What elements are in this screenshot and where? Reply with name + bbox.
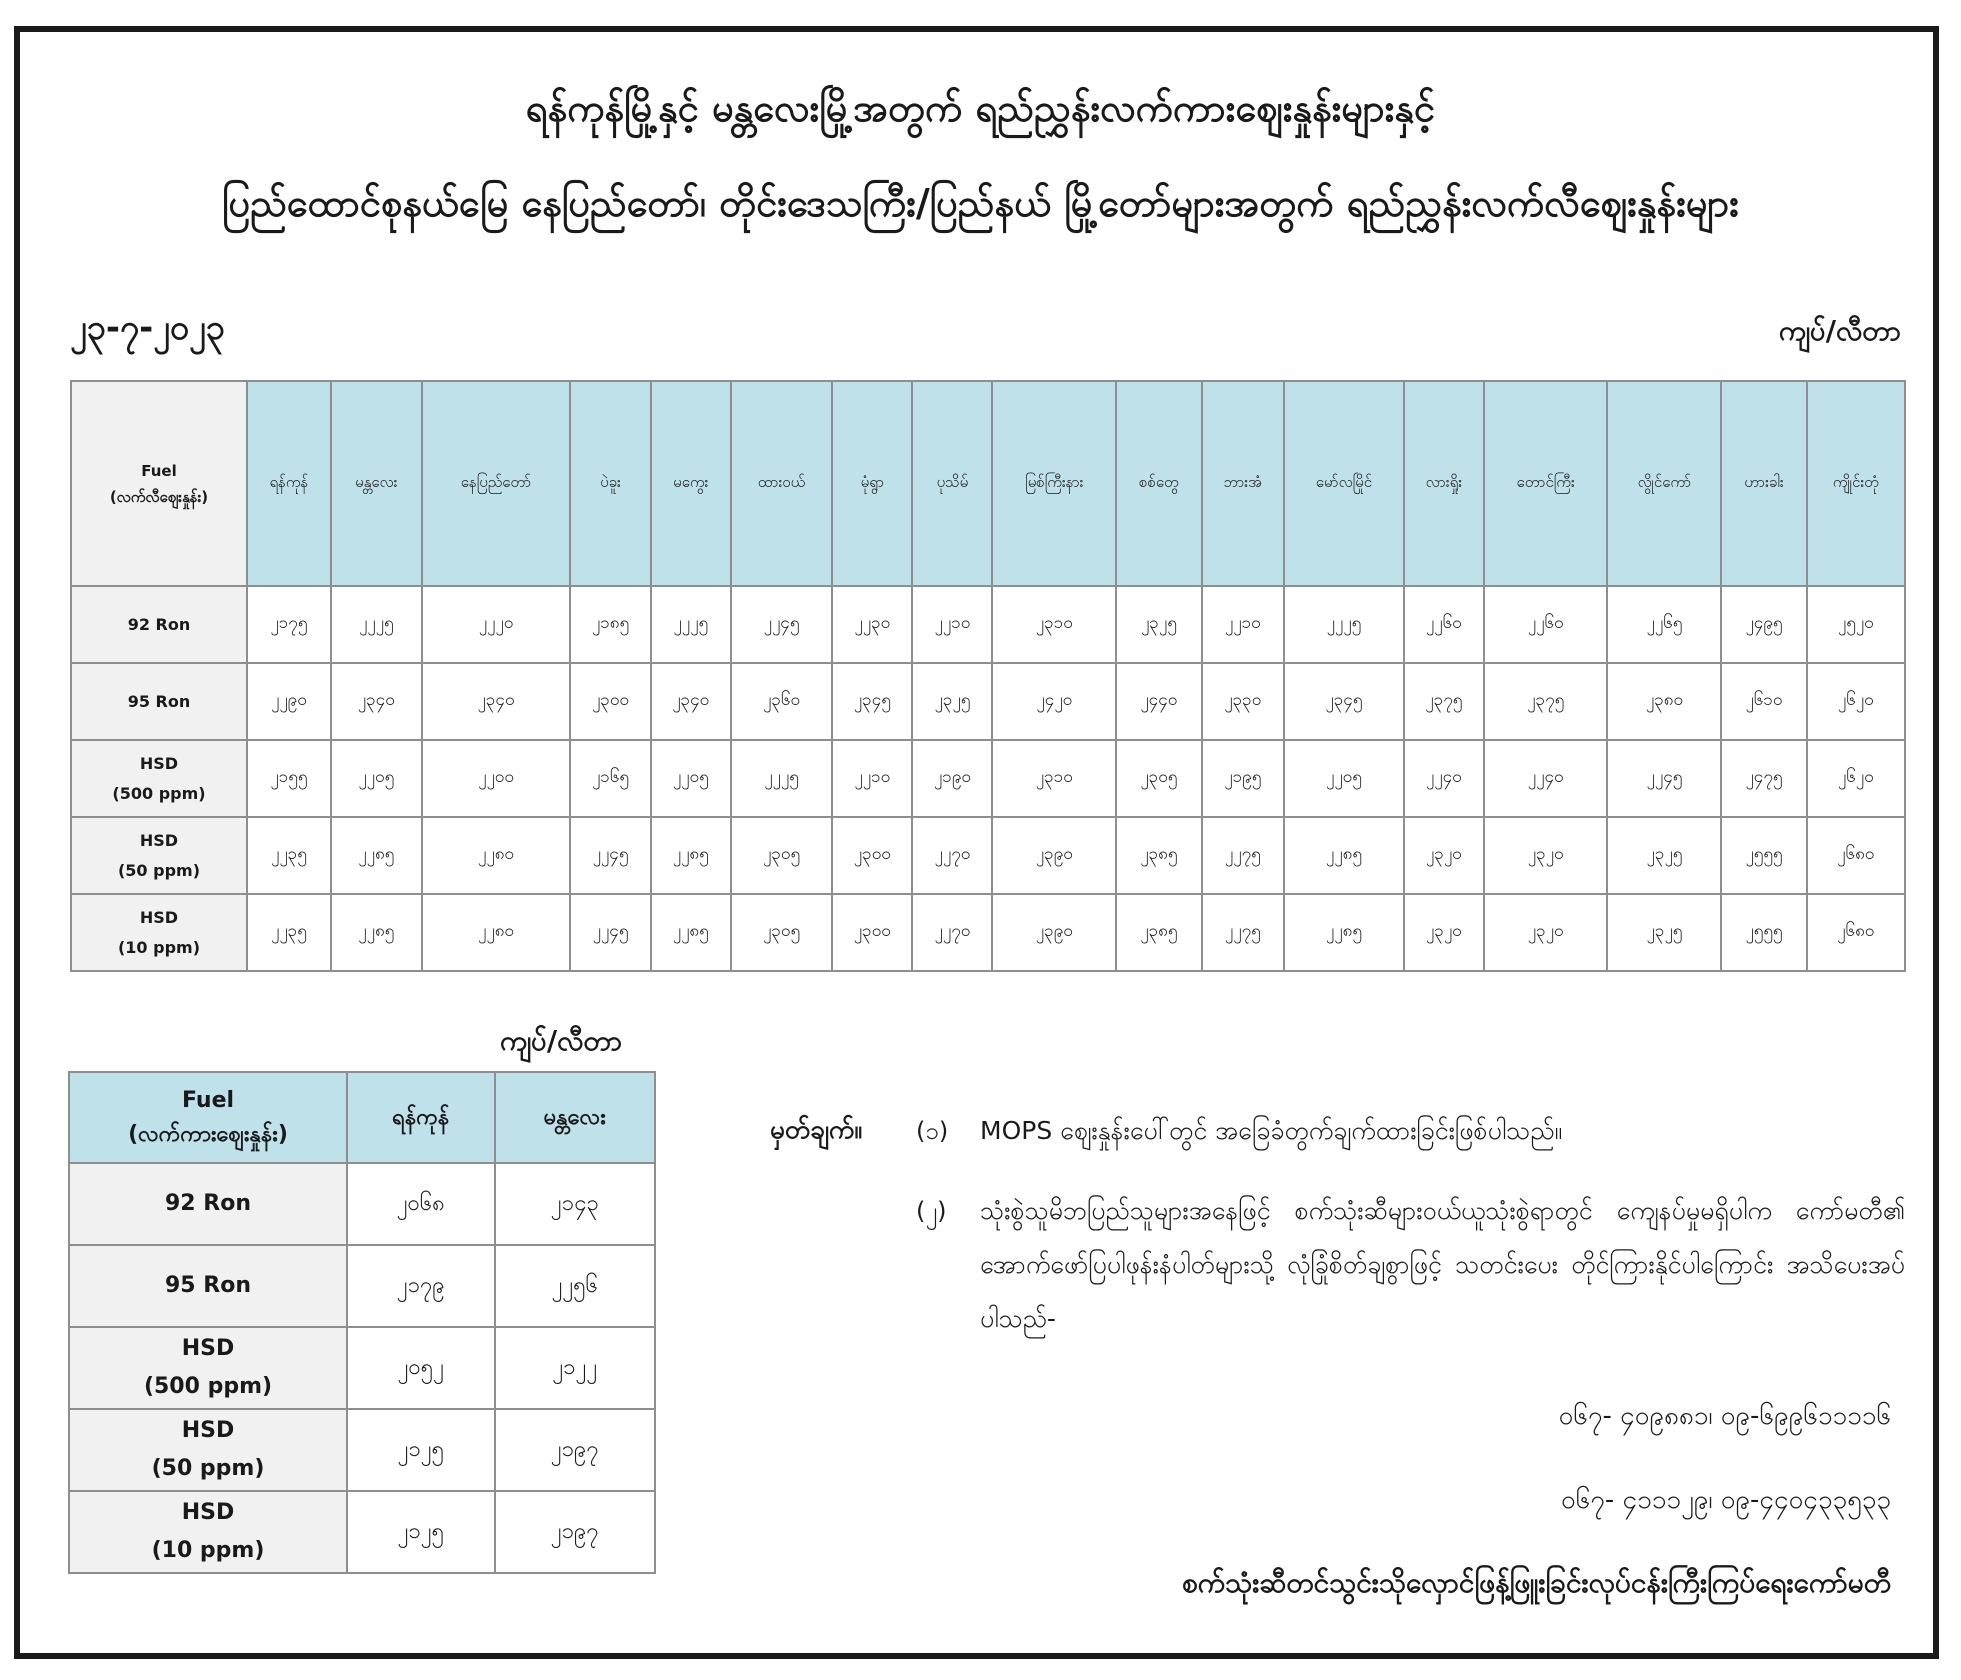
retail-price-cell: ၂၁၉၅ — [1202, 740, 1284, 817]
wholesale-price-cell: ၂၁၉၇ — [495, 1491, 655, 1573]
retail-price-cell: ၂၂၉၀ — [247, 663, 331, 740]
wholesale-price-cell: ၂၁၇၉ — [347, 1245, 495, 1327]
retail-row-label — [71, 894, 247, 971]
fuel-name: HSD — [181, 1336, 235, 1361]
fuel-spec: (500 ppm) — [112, 783, 206, 803]
retail-price-cell: ၂၂၈၀ — [422, 817, 571, 894]
retail-price-cell: ၂၄၉၅ — [1721, 586, 1806, 663]
retail-price-cell: ၂၃၇၅ — [1404, 663, 1484, 740]
retail-price-cell: ၂၂၈၅ — [331, 894, 422, 971]
wholesale-table-row — [69, 1491, 655, 1573]
retail-price-cell: ၂၅၂၀ — [1807, 586, 1905, 663]
retail-column-header: လွိုင်ကော် — [1607, 381, 1721, 586]
retail-price-cell: ၂၂၁၀ — [832, 740, 912, 817]
retail-corner-line1: Fuel — [141, 461, 177, 480]
retail-price-cell: ၂၂၀၅ — [331, 740, 422, 817]
retail-price-cell: ၂၁၈၅ — [570, 586, 650, 663]
retail-price-cell: ၂၃၂၀ — [1404, 817, 1484, 894]
unit-label-wholesale: ကျပ်/လီတာ — [500, 1024, 623, 1057]
retail-price-cell: ၂၂၈၅ — [331, 817, 422, 894]
retail-column-header: မကွေး — [651, 381, 731, 586]
retail-column-header: ရန်ကုန် — [247, 381, 331, 586]
retail-price-cell: ၂၃၀၀ — [832, 817, 912, 894]
retail-price-cell: ၂၃၂၀ — [1484, 894, 1608, 971]
retail-price-cell: ၂၃၈၀ — [1607, 663, 1721, 740]
retail-row-label — [71, 663, 247, 740]
retail-price-cell: ၂၃၀၀ — [832, 894, 912, 971]
retail-price-cell: ၂၄၂၀ — [992, 663, 1116, 740]
retail-price-cell: ၂၃၄၀ — [422, 663, 571, 740]
retail-column-header: နေပြည်တော် — [422, 381, 571, 586]
retail-table-row — [71, 663, 1905, 740]
retail-table-row — [71, 894, 1905, 971]
retail-table-row — [71, 817, 1905, 894]
phone-numbers-1: ၀၆၇- ၄၀၉၈၈၁၊ ၀၉-၆၉၉၆၁၁၁၁၆ — [1558, 1401, 1891, 1431]
retail-price-cell: ၂၂၈၀ — [422, 894, 571, 971]
retail-price-cell: ၂၁၆၅ — [570, 740, 650, 817]
wholesale-corner-cell — [69, 1072, 347, 1163]
retail-price-cell: ၂၃၄၀ — [331, 663, 422, 740]
retail-price-cell: ၂၃၂၅ — [1607, 817, 1721, 894]
retail-price-cell: ၂၅၅၅ — [1721, 817, 1806, 894]
retail-price-cell: ၂၂၄၀ — [1404, 740, 1484, 817]
retail-price-table — [70, 380, 1906, 972]
retail-price-cell: ၂၂၀၀ — [422, 740, 571, 817]
retail-column-header: မော်လမြိုင် — [1284, 381, 1404, 586]
fuel-name: HSD — [139, 753, 179, 773]
wholesale-row-label — [69, 1163, 347, 1245]
retail-row-label — [71, 817, 247, 894]
retail-column-header: ထားဝယ် — [731, 381, 832, 586]
retail-price-cell: ၂၃၄၅ — [1284, 663, 1404, 740]
retail-price-cell: ၂၃၇၅ — [1484, 663, 1608, 740]
fuel-spec: (50 ppm) — [117, 860, 201, 880]
wholesale-table-header-row — [69, 1072, 655, 1163]
wholesale-price-cell: ၂၁၂၂ — [495, 1327, 655, 1409]
retail-price-cell: ၂၂၁၀ — [912, 586, 992, 663]
retail-price-cell: ၂၂၈၅ — [1284, 817, 1404, 894]
retail-price-cell: ၂၃၆၀ — [731, 663, 832, 740]
retail-price-cell: ၂၁၉၀ — [912, 740, 992, 817]
fuel-name: 92 Ron — [165, 1191, 251, 1216]
retail-price-cell: ၂၃၉၀ — [992, 894, 1116, 971]
retail-row-label — [71, 586, 247, 663]
retail-price-cell: ၂၆၂၀ — [1807, 663, 1905, 740]
retail-column-header: ကျိုင်းတုံ — [1807, 381, 1905, 586]
wholesale-price-cell: ၂၁၉၇ — [495, 1409, 655, 1491]
retail-price-cell: ၂၃၀၅ — [1116, 740, 1201, 817]
retail-price-cell: ၂၃၂၀ — [1404, 894, 1484, 971]
retail-price-cell: ၂၄၇၅ — [1721, 740, 1806, 817]
wholesale-table-row — [69, 1409, 655, 1491]
retail-price-cell: ၂၂၆၀ — [1404, 586, 1484, 663]
wholesale-table-row — [69, 1245, 655, 1327]
wholesale-table-row — [69, 1163, 655, 1245]
retail-corner-line2: (လက်လီဈေးနှုန်း) — [109, 487, 209, 506]
title-line-1: ရန်ကုန်မြို့နှင့် မန္တလေးမြို့အတွက် ရည်ညွှန်းလက်ကားဈေးနှုန်းများနှင့် — [525, 86, 1436, 130]
fuel-name: 92 Ron — [127, 614, 191, 634]
wholesale-price-cell: ၂၁၄၃ — [495, 1163, 655, 1245]
wholesale-row-label — [69, 1327, 347, 1409]
wholesale-price-table — [68, 1071, 656, 1574]
retail-price-cell: ၂၃၄၀ — [651, 663, 731, 740]
retail-price-cell: ၂၂၂၅ — [651, 586, 731, 663]
wholesale-column-header: မန္တလေး — [495, 1072, 655, 1163]
retail-price-cell: ၂၂၀၅ — [651, 740, 731, 817]
retail-price-cell: ၂၃၁၀ — [992, 586, 1116, 663]
wholesale-row-label — [69, 1245, 347, 1327]
retail-price-cell: ၂၂၇၀ — [912, 894, 992, 971]
retail-column-header: မန္တလေး — [331, 381, 422, 586]
retail-price-cell: ၂၃၂၀ — [1484, 817, 1608, 894]
phone-numbers-2: ၀၆၇- ၄၁၁၁၂၉၊ ၀၉-၄၄၀၄၃၃၅၃၃ — [1560, 1485, 1891, 1515]
retail-price-cell: ၂၁၅၅ — [247, 740, 331, 817]
retail-price-cell: ၂၃၀၅ — [731, 817, 832, 894]
note-2-number: (၂) — [916, 1197, 947, 1225]
retail-column-header: ဟားခါး — [1721, 381, 1806, 586]
retail-price-cell: ၂၂၄၅ — [1607, 740, 1721, 817]
retail-price-cell: ၂၆၈၀ — [1807, 817, 1905, 894]
wholesale-price-cell: ၂၀၆၈ — [347, 1163, 495, 1245]
retail-price-cell: ၂၂၇၅ — [1202, 894, 1284, 971]
retail-price-cell: ၂၃၄၅ — [832, 663, 912, 740]
retail-price-cell: ၂၃၂၅ — [912, 663, 992, 740]
wholesale-price-cell: ၂၁၂၅ — [347, 1491, 495, 1573]
wholesale-price-cell: ၂၁၂၅ — [347, 1409, 495, 1491]
retail-column-header: စစ်တွေ — [1116, 381, 1201, 586]
retail-column-header: ဘားအံ — [1202, 381, 1284, 586]
retail-price-cell: ၂၂၇၀ — [912, 817, 992, 894]
fuel-spec: (500 ppm) — [143, 1374, 273, 1399]
retail-price-cell: ၂၂၈၅ — [651, 894, 731, 971]
retail-price-cell: ၂၂၈၅ — [651, 817, 731, 894]
retail-column-header: ပုသိမ် — [912, 381, 992, 586]
retail-column-header: ပဲခူး — [570, 381, 650, 586]
fuel-name: 95 Ron — [127, 691, 191, 711]
retail-price-cell: ၂၃၉၀ — [992, 817, 1116, 894]
retail-price-cell: ၂၃၀၅ — [731, 894, 832, 971]
retail-price-cell: ၂၂၂၅ — [1284, 586, 1404, 663]
retail-column-header: မုံရွာ — [832, 381, 912, 586]
retail-price-cell: ၂၂၀၅ — [1284, 740, 1404, 817]
retail-price-cell: ၂၃၁၀ — [992, 740, 1116, 817]
notes-label: မှတ်ချက်။ — [770, 1115, 863, 1145]
date: ၂၃-၇-၂၀၂၃ — [70, 308, 225, 348]
fuel-name: 95 Ron — [165, 1273, 251, 1298]
retail-price-cell: ၂၆၁၀ — [1721, 663, 1806, 740]
retail-price-cell: ၂၂၂၅ — [731, 740, 832, 817]
wholesale-price-cell: ၂၂၅၆ — [495, 1245, 655, 1327]
wholesale-corner-line2: (လက်ကားဈေးနှုန်း) — [128, 1121, 288, 1147]
retail-price-cell: ၂၃၈၅ — [1116, 817, 1201, 894]
retail-price-cell: ၂၃၂၅ — [1607, 894, 1721, 971]
note-1-text: MOPS ဈေးနှုန်းပေါ်တွင် အခြေခံတွက်ချက်ထားခြင်းဖြစ်ပါသည်။ — [980, 1116, 1563, 1145]
retail-price-cell: ၂၂၂၅ — [331, 586, 422, 663]
retail-price-cell: ၂၆၈၀ — [1807, 894, 1905, 971]
retail-corner-cell — [71, 381, 247, 586]
fuel-name: HSD — [181, 1418, 235, 1443]
retail-column-header: လားရှိုး — [1404, 381, 1484, 586]
fuel-name: HSD — [181, 1500, 235, 1525]
retail-price-cell: ၂၂၃၅ — [247, 817, 331, 894]
retail-price-cell: ၂၂၄၅ — [570, 894, 650, 971]
wholesale-row-label — [69, 1491, 347, 1573]
retail-price-cell: ၂၄၄၀ — [1116, 663, 1201, 740]
retail-price-cell: ၂၆၂၀ — [1807, 740, 1905, 817]
retail-price-cell: ၂၂၄၅ — [570, 817, 650, 894]
fuel-spec: (10 ppm) — [117, 937, 201, 957]
retail-price-cell: ၂၃၃၀ — [1202, 663, 1284, 740]
retail-table-row — [71, 586, 1905, 663]
retail-price-cell: ၂၂၈၅ — [1284, 894, 1404, 971]
unit-label-retail: ကျပ်/လီတာ — [1778, 314, 1901, 347]
retail-column-header: မြစ်ကြီးနား — [992, 381, 1116, 586]
retail-price-cell: ၂၃၂၅ — [1116, 586, 1201, 663]
title-line-2: ပြည်ထောင်စုနယ်မြေ နေပြည်တော်၊ တိုင်းဒေသကြီး/ပြည်နယ် မြို့တော်များအတွက် ရည်ညွှန်းလက်လီဈေးနှုန်းများ — [222, 181, 1739, 225]
fuel-name: HSD — [139, 907, 179, 927]
retail-price-cell: ၂၂၆၀ — [1484, 586, 1608, 663]
retail-price-cell: ၂၃၀၀ — [570, 663, 650, 740]
retail-price-cell: ၂၂၄၀ — [1484, 740, 1608, 817]
retail-table-row — [71, 740, 1905, 817]
retail-column-header: တောင်ကြီး — [1484, 381, 1608, 586]
wholesale-column-header: ရန်ကုန် — [347, 1072, 495, 1163]
wholesale-table-row — [69, 1327, 655, 1409]
note-1-number: (၁) — [916, 1117, 949, 1145]
retail-price-cell: ၂၂၇၅ — [1202, 817, 1284, 894]
retail-price-cell: ၂၁၇၅ — [247, 586, 331, 663]
retail-price-cell: ၂၅၅၅ — [1721, 894, 1806, 971]
retail-price-cell: ၂၃၈၅ — [1116, 894, 1201, 971]
fuel-spec: (50 ppm) — [151, 1456, 265, 1481]
retail-table-header-row — [71, 381, 1905, 586]
retail-price-cell: ၂၂၃၅ — [247, 894, 331, 971]
retail-price-cell: ၂၂၁၀ — [1202, 586, 1284, 663]
retail-price-cell: ၂၂၆၅ — [1607, 586, 1721, 663]
retail-row-label — [71, 740, 247, 817]
wholesale-price-cell: ၂၀၅၂ — [347, 1327, 495, 1409]
fuel-name: HSD — [139, 830, 179, 850]
retail-price-cell: ၂၂၃၀ — [832, 586, 912, 663]
wholesale-row-label — [69, 1409, 347, 1491]
retail-price-cell: ၂၂၂၀ — [422, 586, 571, 663]
wholesale-corner-line1: Fuel — [181, 1087, 235, 1113]
retail-price-cell: ၂၂၄၅ — [731, 586, 832, 663]
committee-signature: စက်သုံးဆီတင်သွင်းသိုလှောင်ဖြန့်ဖြူးခြင်းလုပ်ငန်းကြီးကြပ်ရေးကော်မတီ — [1181, 1566, 1891, 1599]
note-2-text: သုံးစွဲသူမိဘပြည်သူများအနေဖြင့် စက်သုံးဆီများဝယ်ယူသုံးစွဲရာတွင် ကျေနပ်မှုမရှိပါက ကော်မတီ၏ အောက်ဖော်ပြပါဖုန်းနံပါတ်များသို့ လုံခြုံစိတ်ချစွာဖြင့် သတင်းပေး တိုင်ကြားနိုင်ပါကြောင်း အသိပေးအပ်ပါသည်- — [980, 1196, 1905, 1333]
fuel-spec: (10 ppm) — [151, 1538, 265, 1563]
